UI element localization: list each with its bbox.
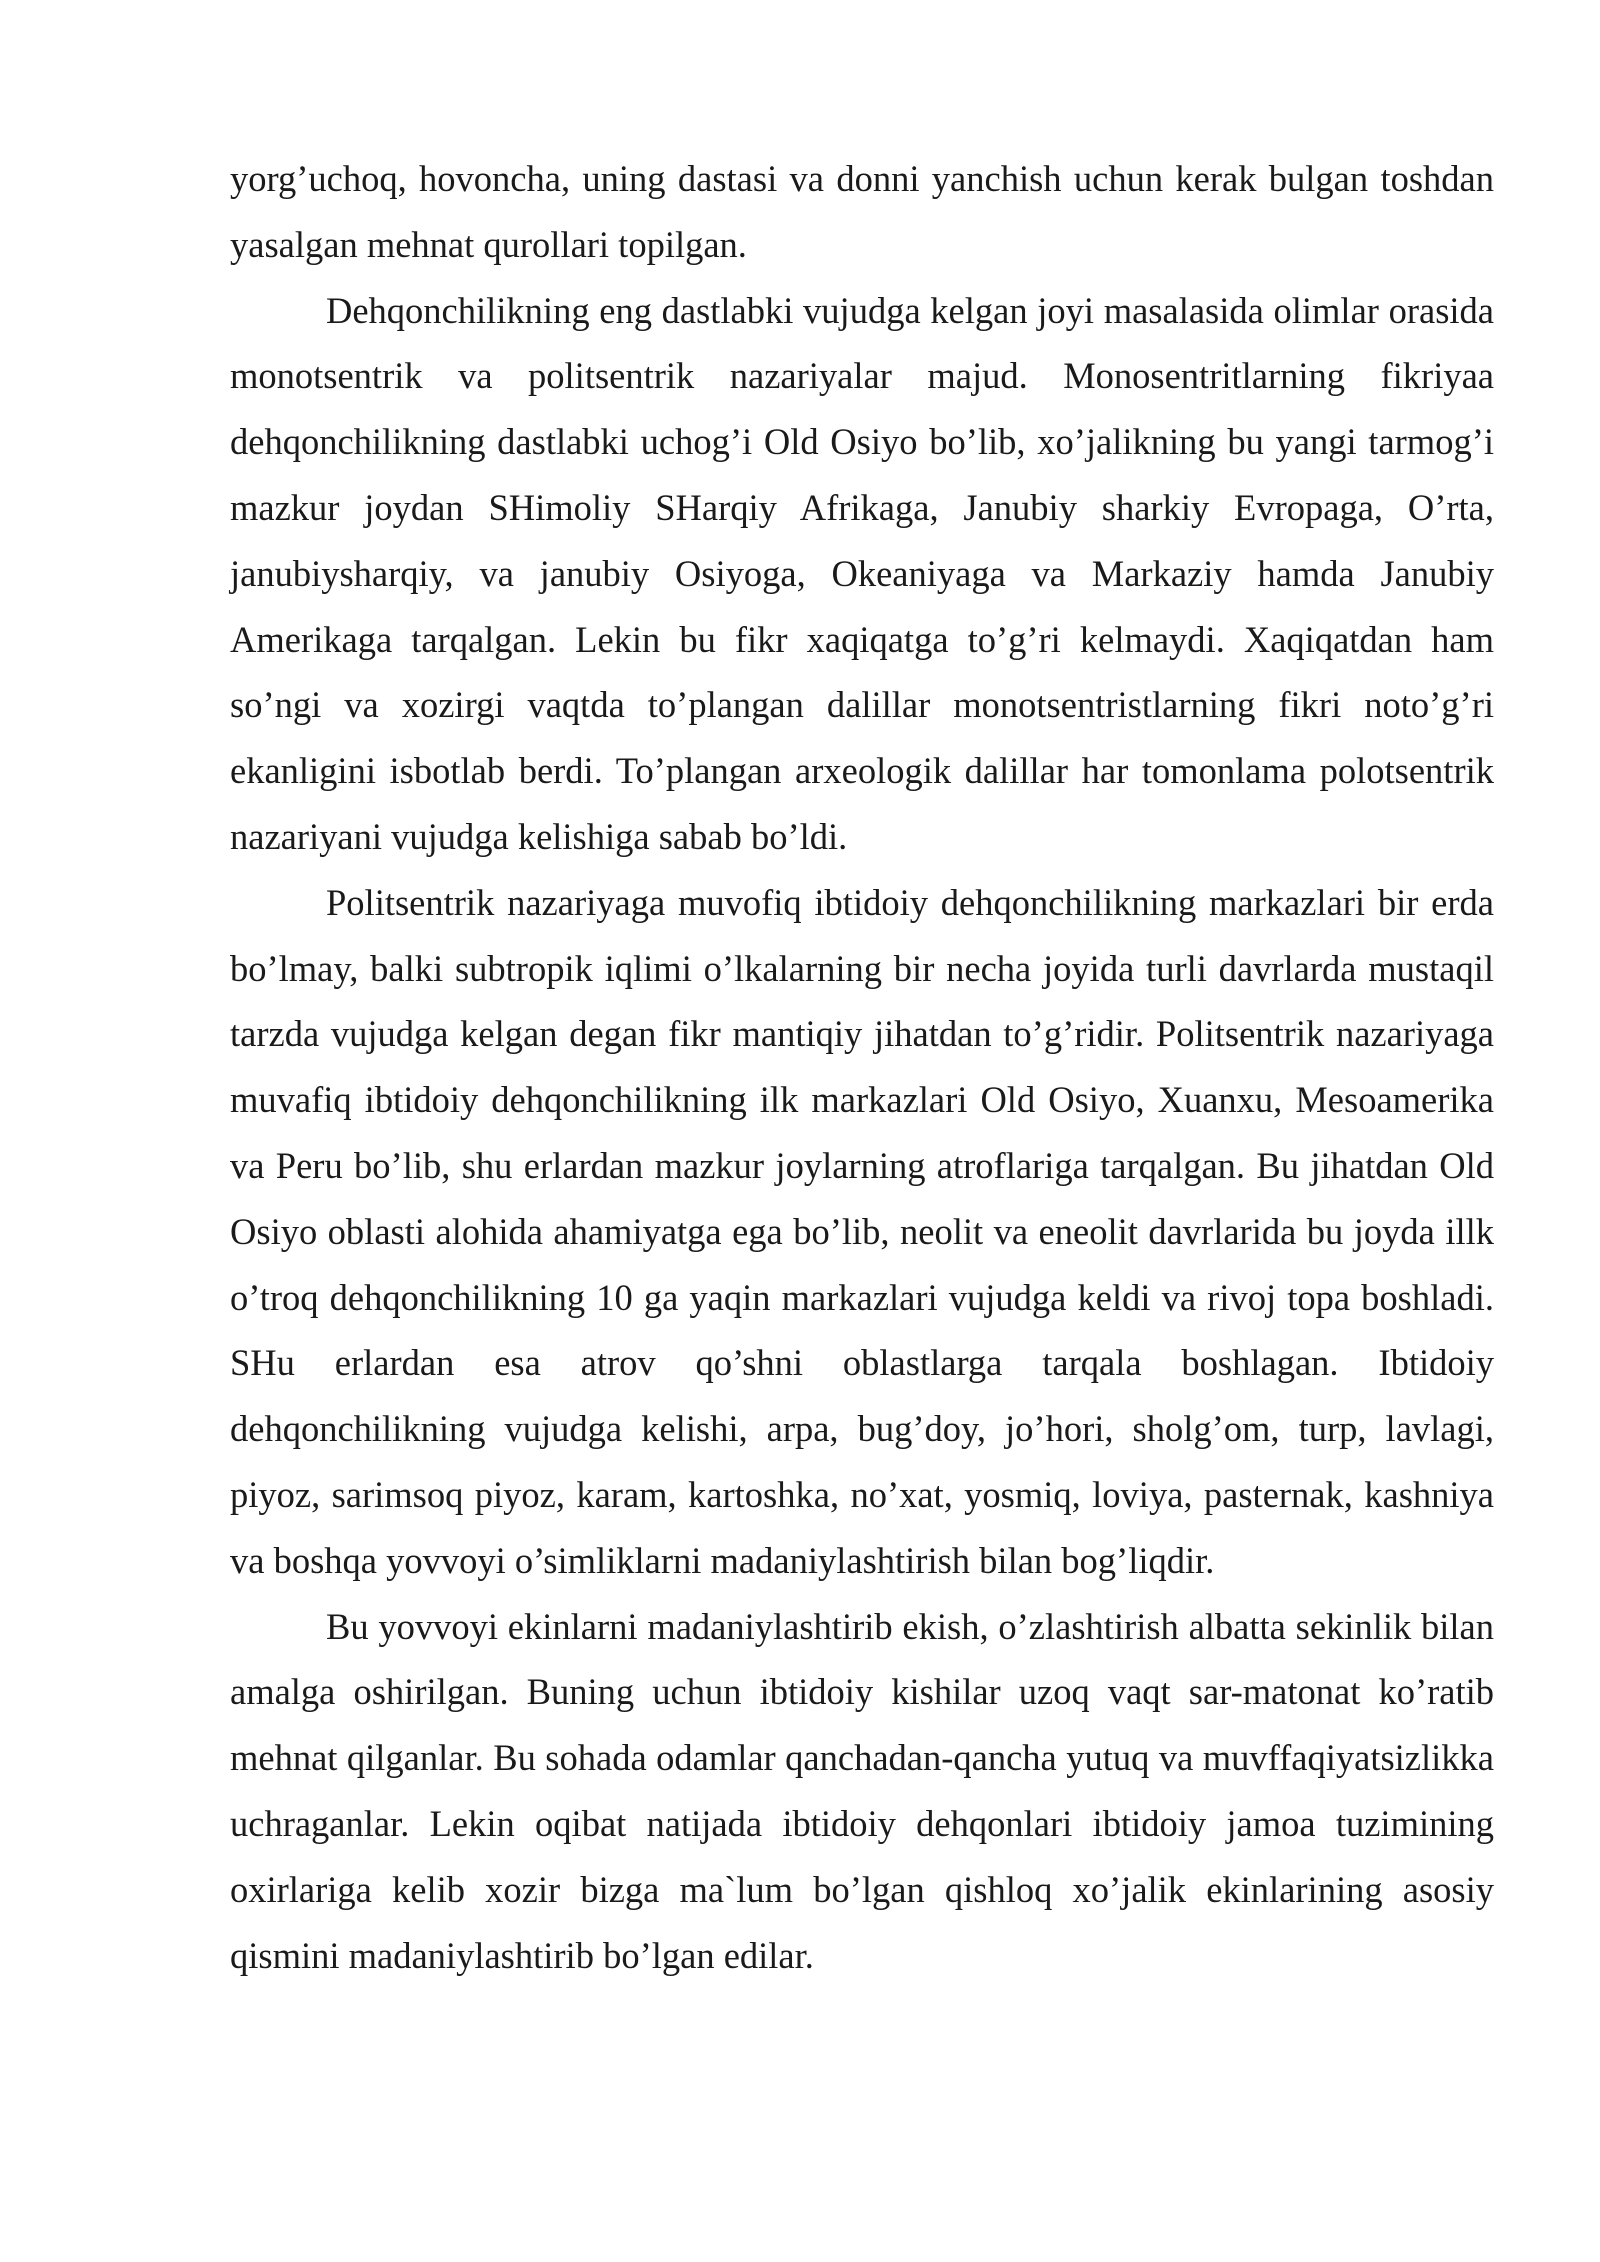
paragraph-origin-theories: Dehqonchilikning eng dastlabki vujudga kelgan joyi masalasida olimlar orasida monotsentrik va politsentrik nazariyalar majud. Monosentritlarning fikriyaa dehqonchilikning dastlabki uchog’i Old Osiyo bo’lib, xo’jalikning bu yangi tarmog’i mazkur joydan SHimoliy SHarqiy Afrikaga, Janubiy sharkiy Evropaga, O’rta, janubiysharqiy, va janubiy Osiyoga, Okeaniyaga va Markaziy hamda Janubiy Amerikaga tarqalgan. Lekin bu fikr xaqiqatga to’g’ri kelmaydi. Xaqiqatdan ham so’ngi va xozirgi vaqtda to’plangan dalillar monotsentristlarning fikri noto’g’ri ekanligini isbotlab berdi. To’plangan arxeologik dalillar har tomonlama polotsentrik nazariyani vujudga kelishiga sabab bo’ldi. [230,289,1494,857]
paragraph-polycentric-theory: Politsentrik nazariyaga muvofiq ibtidoiy dehqonchilikning markazlari bir erda bo’lmay, balki subtropik iqlimi o’lkalarning bir necha joyida turli davrlarda mustaqil tarzda vujudga kelgan degan fikr mantiqiy jihatdan to’g’ridir. Politsentrik nazariyaga muvafiq ibtidoiy dehqonchilikning ilk markazlari Old Osiyo, Xuanxu, Mesoamerika va Peru bo’lib, shu erlardan mazkur joylarning atroflariga tarqalgan. Bu jihatdan Old Osiyo oblasti alohida ahamiyatga ega bo’lib, neolit va eneolit davrlarida bu joyda illk o’troq dehqonchilikning 10 ga yaqin markazlari vujudga keldi va rivoj topa boshladi. SHu erlardan esa atrov qo’shni oblastlarga tarqala boshlagan. Ibtidoiy dehqonchilikning vujudga kelishi, arpa, bug’doy, jo’hori, sholg’om, turp, lavlagi, piyoz, sarimsoq piyoz, karam, kartoshka, no’xat, yosmiq, loviya, pasternak, kashniya va boshqa yovvoyi o’simliklarni madaniylashtirish bilan bog’liqdir. [230,881,1494,1581]
document-page [230,146,1494,1988]
paragraph-domestication: Bu yovvoyi ekinlarni madaniylashtirib ekish, o’zlashtirish albatta sekinlik bilan amalga oshirilgan. Buning uchun ibtidoiy kishilar uzoq vaqt sar-matonat ko’ratib mehnat qilganlar. Bu sohada odamlar qanchadan-qancha yutuq va muvffaqiyatsizlikka uchraganlar. Lekin oqibat natijada ibtidoiy dehqonlari ibtidoiy jamoa tuzimining oxirlariga kelib xozir bizga ma`lum bo’lgan qishloq xo’jalik ekinlarining asosiy qismini madaniylashtirib bo’lgan edilar. [230,1605,1494,1976]
paragraph-continuation: yorg’uchoq, hovoncha, uning dastasi va donni yanchish uchun kerak bulgan toshdan yasalgan mehnat qurollari topilgan. [230,158,1494,265]
